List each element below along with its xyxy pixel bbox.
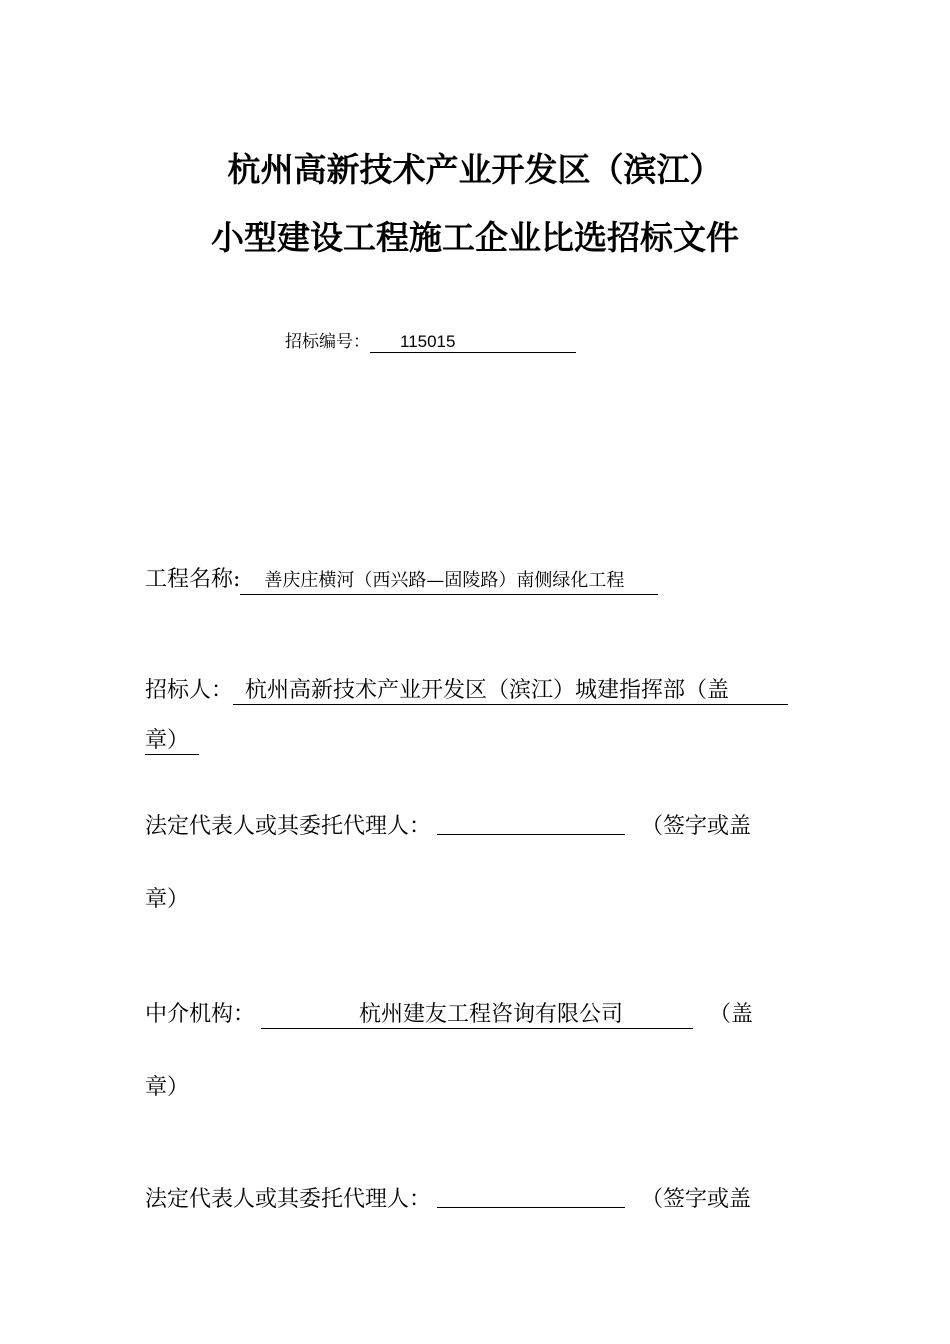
signature-blank-1 (437, 812, 625, 835)
signature-note-2: （签字或盖 (641, 1187, 752, 1212)
signature-note-1-continued: 章） (145, 887, 190, 912)
tenderer-row-continued (145, 726, 199, 756)
agency-seal-note-continued: 章） (145, 1075, 190, 1100)
signature-note-1: （签字或盖 (641, 814, 752, 839)
agency-value: 杭州建友工程咨询有限公司 (261, 1002, 693, 1029)
agency-row (145, 1000, 753, 1030)
bid-number-label: 招标编号： (285, 332, 370, 352)
agency-label: 中介机构： (145, 1002, 256, 1027)
legal-representative-label-2: 法定代表人或其委托代理人： (145, 1187, 432, 1212)
project-name-value: 善庆庄横河（西兴路—固陵路）南侧绿化工程 (240, 568, 658, 595)
document-title-line-1: 杭州高新技术产业开发区（滨江） (227, 150, 723, 189)
legal-representative-row-1 (145, 812, 751, 842)
bid-number-value: 115015 (370, 332, 576, 353)
project-name-label: 工程名称: (145, 567, 241, 592)
signature-blank-2 (437, 1185, 625, 1208)
legal-representative-row-2 (145, 1185, 751, 1215)
tenderer-label: 招标人： (145, 678, 234, 703)
legal-representative-row-1-continued (145, 885, 189, 915)
bid-number-row (285, 330, 576, 354)
document-title-line-2: 小型建设工程施工企业比选招标文件 (211, 218, 739, 257)
project-name-row (145, 565, 658, 595)
legal-representative-label-1: 法定代表人或其委托代理人： (145, 814, 432, 839)
tenderer-value: 杭州高新技术产业开发区（滨江）城建指挥部（盖 (233, 678, 788, 705)
tenderer-row (145, 676, 788, 706)
agency-row-continued (145, 1073, 189, 1103)
agency-seal-note: （盖 (709, 1002, 754, 1027)
tenderer-value-continued: 章） (145, 728, 199, 755)
